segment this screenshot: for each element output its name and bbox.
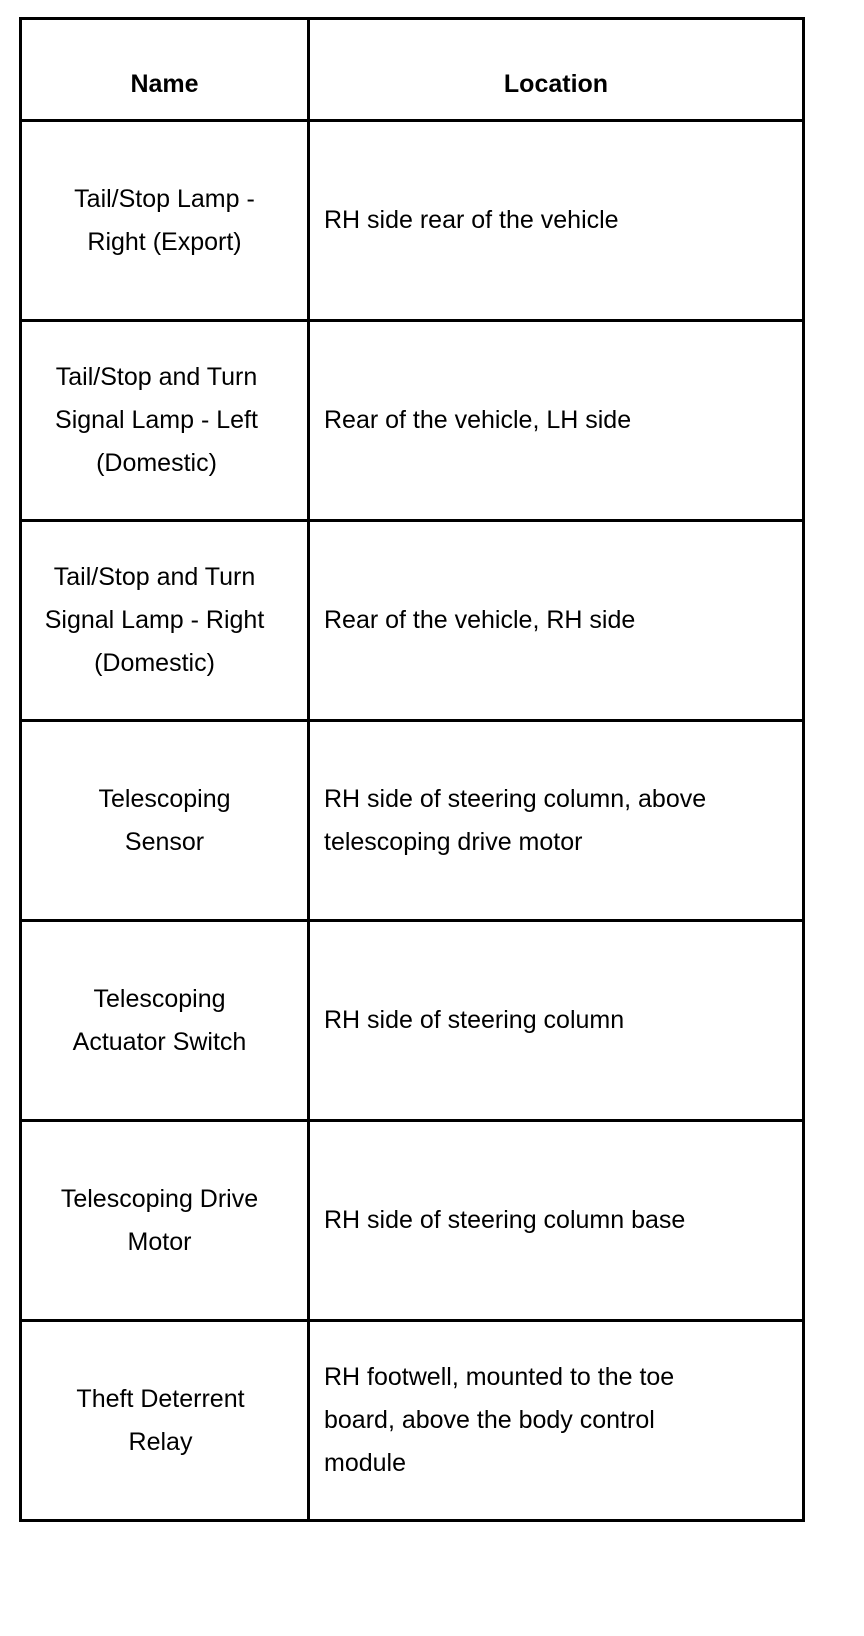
- table-row: [21, 121, 804, 321]
- table-row: [21, 921, 804, 1121]
- component-location-cell: Rear of the vehicle, LH side: [309, 321, 804, 521]
- component-location-cell: RH side of steering column base: [309, 1121, 804, 1321]
- component-location-table: [19, 17, 805, 1522]
- component-location-table-wrapper: [19, 17, 802, 1522]
- component-name-cell: Theft Deterrent Relay: [21, 1321, 309, 1521]
- component-location-cell: RH side of steering column, above telescoping drive motor: [309, 721, 804, 921]
- component-name-cell: Telescoping Actuator Switch: [21, 921, 309, 1121]
- header-row: [21, 19, 804, 121]
- location-column-header: Location: [309, 19, 804, 121]
- table-row: [21, 1321, 804, 1521]
- component-location-cell: Rear of the vehicle, RH side: [309, 521, 804, 721]
- table-row: [21, 1121, 804, 1321]
- component-location-cell: RH footwell, mounted to the toe board, above the body control module: [309, 1321, 804, 1521]
- component-location-cell: RH side of steering column: [309, 921, 804, 1121]
- component-location-cell: RH side rear of the vehicle: [309, 121, 804, 321]
- component-name-cell: Telescoping Drive Motor: [21, 1121, 309, 1321]
- name-column-header: Name: [21, 19, 309, 121]
- component-name-cell: Tail/Stop and Turn Signal Lamp - Right (Domestic): [21, 521, 309, 721]
- component-name-cell: Telescoping Sensor: [21, 721, 309, 921]
- component-name-cell: Tail/Stop and Turn Signal Lamp - Left (Domestic): [21, 321, 309, 521]
- table-row: [21, 321, 804, 521]
- table-row: [21, 721, 804, 921]
- table-row: [21, 521, 804, 721]
- component-name-cell: Tail/Stop Lamp - Right (Export): [21, 121, 309, 321]
